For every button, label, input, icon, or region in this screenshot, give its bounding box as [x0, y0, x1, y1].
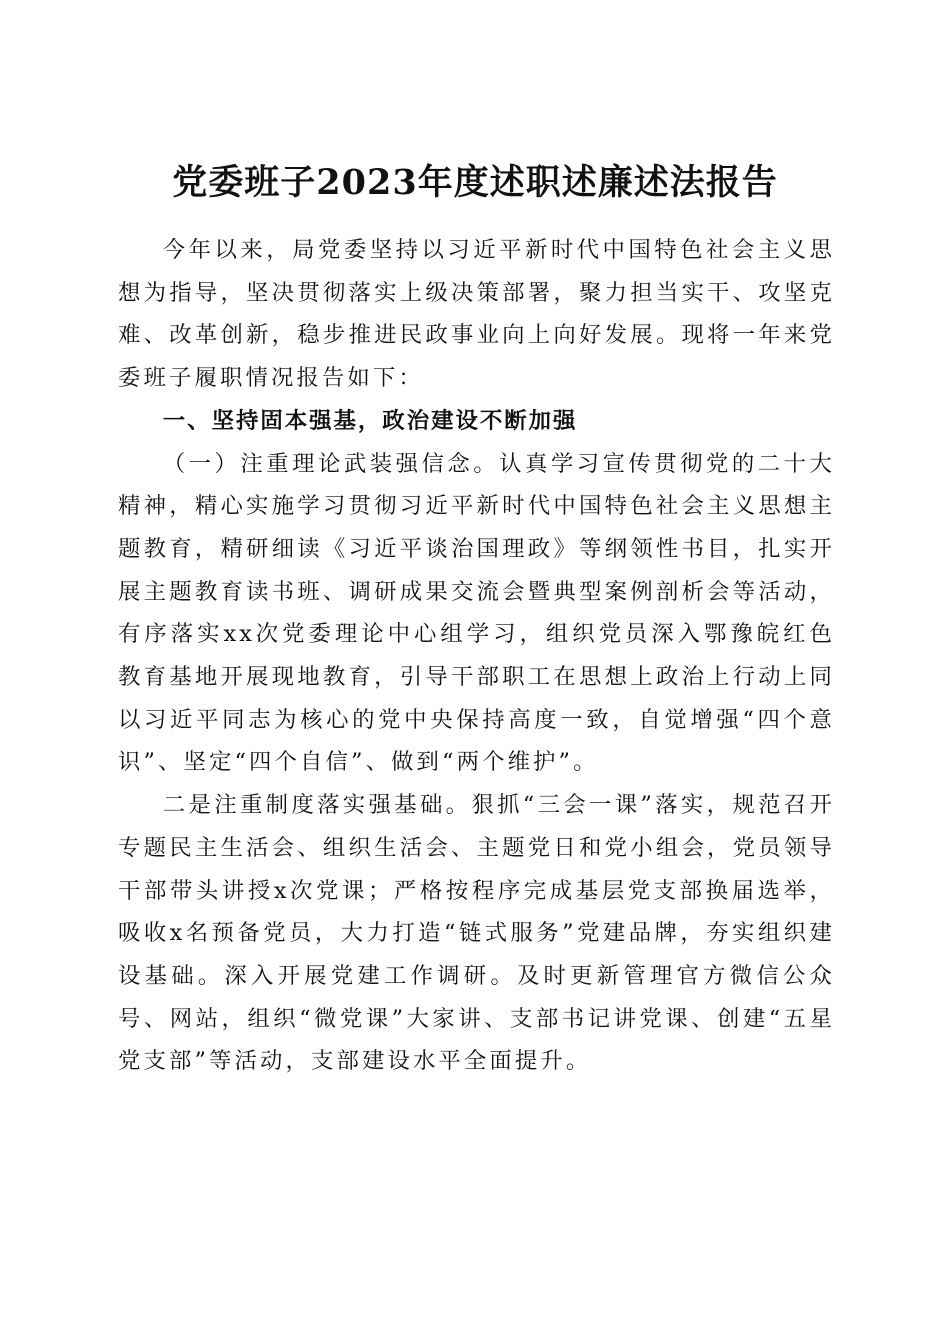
paragraph-text: 认真学习宣传贯彻党的二十大精神，精心实施学习贯彻习近平新时代中国特色社会主义思想主题教育，精研细读《习近平谈治国理政》等纲领性书目，扎实开展主题教育读书班、调研成果交流会暨典型案例剖析会等活动，有序落实xx次党委理论中心组学习，组织党员深入鄂豫皖红色教育基地开展现地教育，引导干部职工在思想上政治上行动上同以习近平同志为核心的党中央保持高度一致，自觉增强“四个意识”、坚定“四个自信”、做到“两个维护”。	[118, 450, 835, 776]
intro-paragraph: 今年以来，局党委坚持以习近平新时代中国特色社会主义思想为指导，坚决贯彻落实上级决策部署，聚力担当实干、攻坚克难、改革创新，稳步推进民政事业向上向好发展。现将一年来党委班子履职情况报告如下：	[118, 237, 835, 392]
document-body	[118, 229, 835, 1083]
paragraph-text: 狠抓“三会一课”落实，规范召开专题民主生活会、组织生活会、主题党日和党小组会，党员领导干部带头讲授x次党课；严格按程序完成基层党支部换届选举，吸收x名预备党员，大力打造“链式服务”党建品牌，夯实组织建设基础。深入开展党建工作调研。及时更新管理官方微信公众号、网站，组织“微党课”大家讲、支部书记讲党课、创建“五星党支部”等活动，支部建设水平全面提升。	[118, 792, 835, 1075]
paragraph-lead: （一）注重理论武装强信念。	[162, 450, 500, 477]
paragraph-theory	[118, 443, 835, 785]
paragraph-lead: 二是注重制度落实强基础。	[162, 792, 472, 819]
document-title: 党委班子2023年度述职述廉述法报告	[172, 162, 778, 204]
paragraph-system	[118, 784, 835, 1083]
section-heading: 一、坚持固本强基，政治建设不断加强	[162, 407, 578, 434]
